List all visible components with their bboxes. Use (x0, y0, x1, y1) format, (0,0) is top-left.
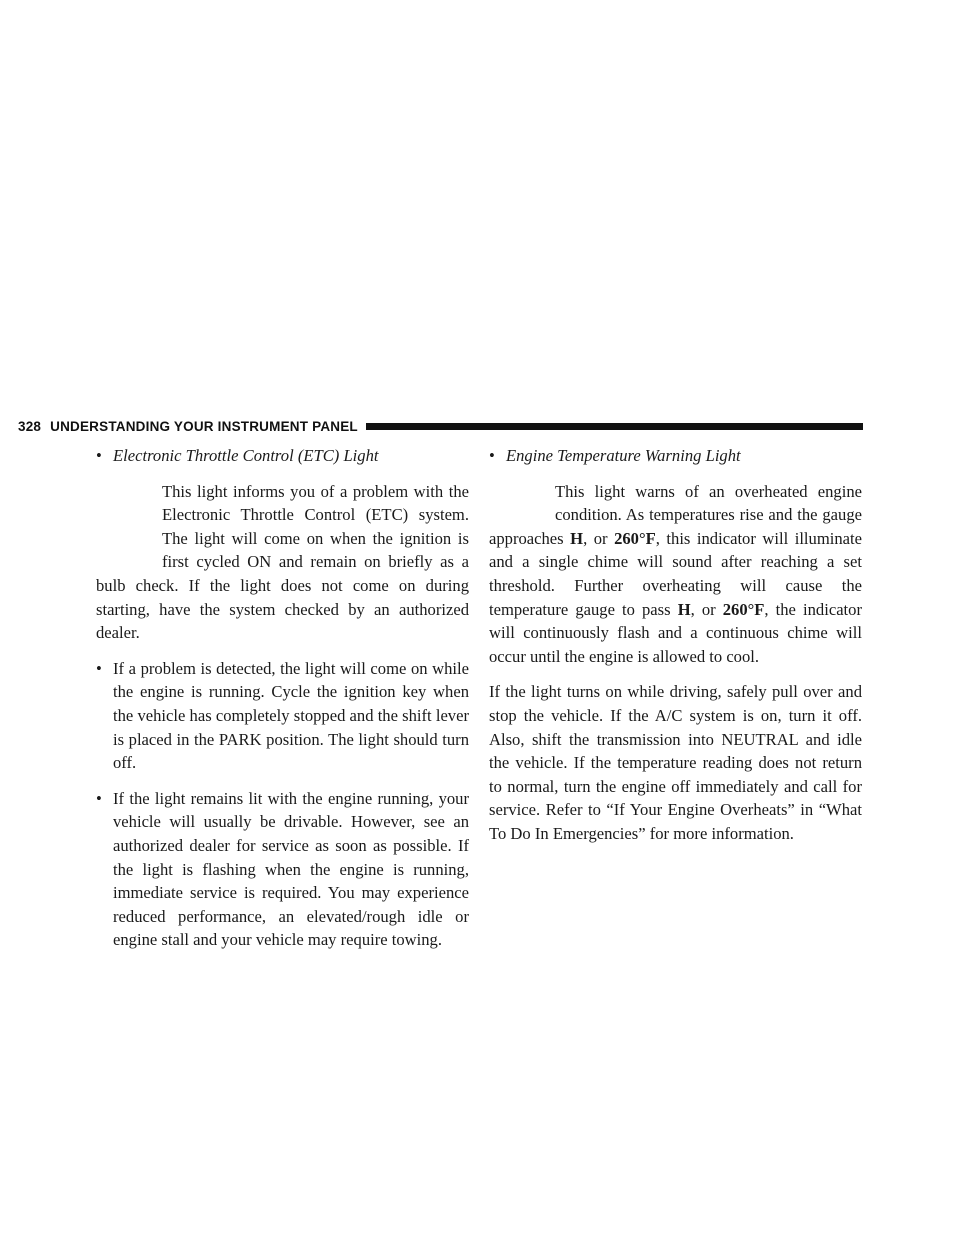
or-text: , or (583, 528, 615, 548)
bullet: • (96, 788, 102, 808)
temp-heading-text: Engine Temperature Warning Light (506, 446, 741, 465)
temperature-warning-icon (489, 480, 555, 526)
etc-bullet-2 (96, 787, 469, 952)
bullet: • (96, 446, 102, 465)
section-title: UNDERSTANDING YOUR INSTRUMENT PANEL (50, 418, 358, 434)
etc-bullet-2-text: If the light remains lit with the engine running, your vehicle will usually be drivable. However, see an authorized dealer for service as soon as possible. If the light is flashing when the engine is running, immediate service is required. You may experience reduced performance, an elevated/rough idle or engine stall and your vehicle may require towing. (113, 788, 469, 950)
etc-light-heading (96, 444, 469, 468)
etc-warning-icon (96, 480, 162, 572)
page-header (18, 417, 863, 435)
or-text: , or (690, 599, 723, 619)
temp-intro (489, 480, 862, 669)
etc-bullet-1 (96, 657, 469, 775)
bullet: • (489, 446, 495, 465)
temp-value: 260°F (722, 599, 765, 619)
etc-intro (96, 480, 469, 645)
temp-value: 260°F (614, 528, 656, 548)
left-column (96, 444, 469, 952)
temp-driving-paragraph: If the light turns on while driving, safely pull over and stop the vehicle. If the A/C system is on, turn it off. Also, shift the transmission into NEUTRAL and idle the vehicle. If the temperature reading does not return to normal, turn the engine off immediately and call for service. Refer to “If Your Engine Overheats” in “What To Do In Emergencies” for more information. (489, 682, 862, 843)
page-number: 328 (18, 418, 42, 434)
h-mark: H (677, 599, 691, 619)
h-mark: H (570, 528, 584, 548)
etc-heading-text: Electronic Throttle Control (ETC) Light (113, 446, 379, 465)
bullet: • (96, 658, 102, 678)
temp-light-heading (489, 444, 862, 468)
header-rule (366, 423, 863, 430)
right-column (489, 444, 862, 846)
etc-intro-text: This light informs you of a problem with the Electronic Throttle Control (ETC) system. The light will come on when the ignition is first cycled ON and remain on briefly as a bulb check. If the light does not come on during starting, have the system checked by an authorized dealer. (96, 481, 469, 643)
temp-intro-part-1: This light warns of an overheated engine condition. As temperatures rise and the gauge approaches (489, 481, 862, 548)
temp-intro-part-2: , this indicator will illuminate and a single chime will sound after reaching a set threshold. Further overheating will cause the temperature gauge to pass (489, 528, 862, 619)
etc-bullet-1-text: If a problem is detected, the light will come on while the engine is running. Cycle the ignition key when the vehicle has completely stopped and the shift lever is placed in the PARK position. The light should turn off. (113, 658, 469, 773)
temp-intro-part-3: , the indicator will continuously flash and a continuous chime will occur until the engine is allowed to cool. (489, 599, 862, 666)
